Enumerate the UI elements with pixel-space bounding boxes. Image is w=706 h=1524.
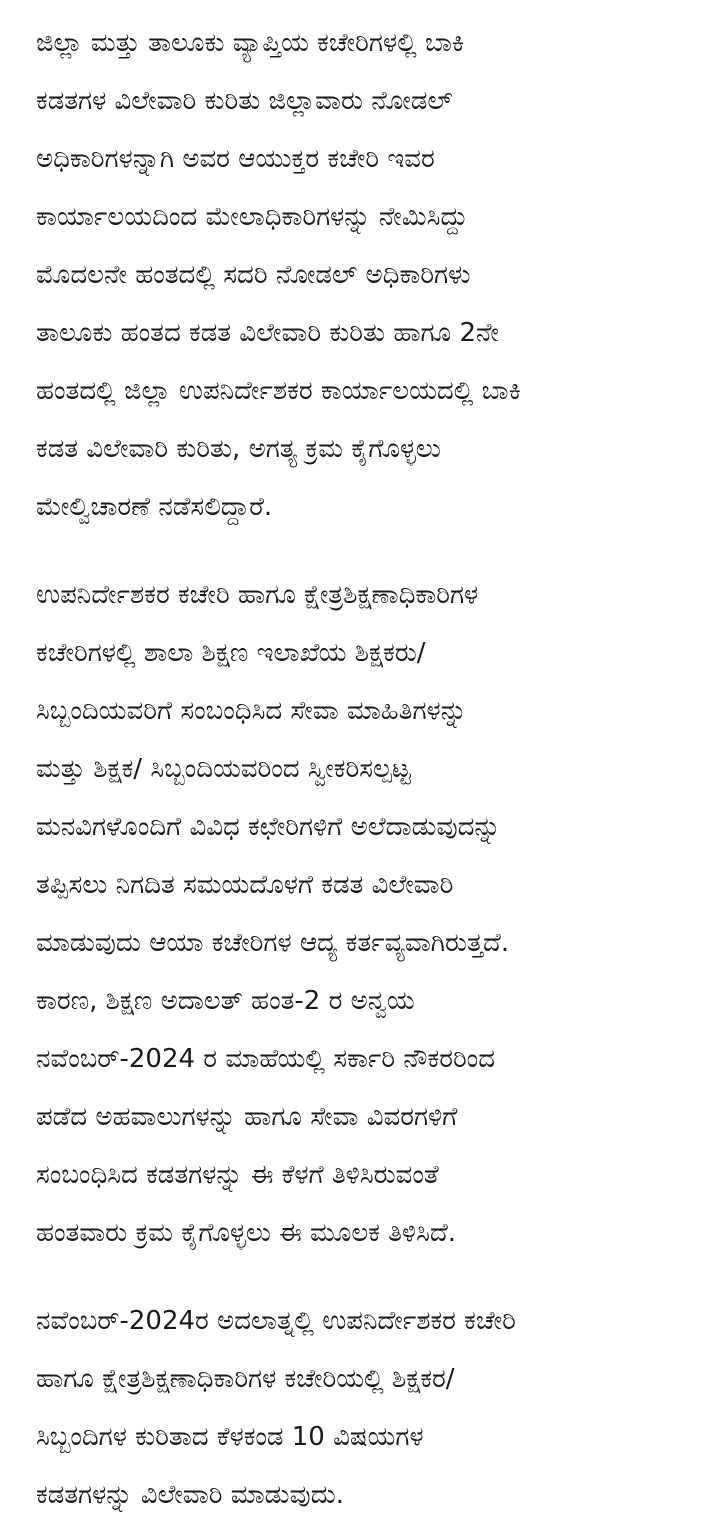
- paragraph-3: [36, 1292, 676, 1524]
- text-line: ಸಿಬ್ಬಂದಿಯವರಿಗೆ ಸಂಬಂಧಿಸಿದ ಸೇವಾ ಮಾಹಿತಿಗಳನ್ನು: [36, 696, 467, 726]
- text-line: ತಾಲೂಕು ಹಂತದ ಕಡತ ವಿಲೇವಾರಿ ಕುರಿತು ಹಾಗೂ 2ನೇ: [36, 318, 499, 348]
- text-line: ಕಡತ ವಿಲೇವಾರಿ ಕುರಿತು, ಅಗತ್ಯ ಕ್ರಮ ಕೈಗೊಳ್ಳಲು: [36, 434, 441, 464]
- text-line: ಮೇಲ್ವಿಚಾರಣೆ ನಡೆಸಲಿದ್ದಾರೆ.: [36, 492, 273, 522]
- text-line: ಜಿಲ್ಲಾ ಮತ್ತು ತಾಲೂಕು ವ್ಯಾಪ್ತಿಯ ಕಚೇರಿಗಳಲ್ಲಿ ಬಾಕಿ: [36, 28, 465, 58]
- paragraph-2: [36, 566, 676, 1262]
- text-line: ಹಂತವಾರು ಕ್ರಮ ಕೈಗೊಳ್ಳಲು ಈ ಮೂಲಕ ತಿಳಿಸಿದೆ.: [36, 1218, 457, 1248]
- text-line: ಮೊದಲನೇ ಹಂತದಲ್ಲಿ ಸದರಿ ನೋಡಲ್ ಅಧಿಕಾರಿಗಳು: [36, 260, 471, 290]
- text-line: ಪಡೆದ ಅಹವಾಲುಗಳನ್ನು ಹಾಗೂ ಸೇವಾ ವಿವರಗಳಿಗೆ: [36, 1102, 458, 1132]
- text-line: ಹಂತದಲ್ಲಿ ಜಿಲ್ಲಾ ಉಪನಿರ್ದೇಶಕರ ಕಾರ್ಯಾಲಯದಲ್ಲಿ ಬಾಕಿ: [36, 376, 521, 406]
- text-line: ತಪ್ಪಿಸಲು ನಿಗದಿತ ಸಮಯದೊಳಗೆ ಕಡತ ವಿಲೇವಾರಿ: [36, 870, 454, 900]
- text-line: ಮತ್ತು ಶಿಕ್ಷಕ/ ಸಿಬ್ಬಂದಿಯವರಿಂದ ಸ್ವೀಕರಿಸಲ್ಪಟ್ಟ: [36, 754, 411, 784]
- text-line: ಮಾಡುವುದು ಆಯಾ ಕಚೇರಿಗಳ ಆದ್ಯ ಕರ್ತವ್ಯವಾಗಿರುತ್ತದೆ.: [36, 928, 510, 958]
- document-body: [36, 14, 676, 1524]
- text-line: ಹಾಗೂ ಕ್ಷೇತ್ರಶಿಕ್ಷಣಾಧಿಕಾರಿಗಳ ಕಚೇರಿಯಲ್ಲಿ ಶಿಕ್ಷಕರ/: [36, 1364, 455, 1394]
- text-line: ಕಡತಗಳ ವಿಲೇವಾರಿ ಕುರಿತು ಜಿಲ್ಲಾವಾರು ನೋಡಲ್: [36, 86, 453, 116]
- text-line: ಕಡತಗಳನ್ನು ವಿಲೇವಾರಿ ಮಾಡುವುದು.: [36, 1480, 344, 1510]
- paragraph-1: [36, 14, 676, 536]
- text-line: ಉಪನಿರ್ದೇಶಕರ ಕಚೇರಿ ಹಾಗೂ ಕ್ಷೇತ್ರಶಿಕ್ಷಣಾಧಿಕಾರಿಗಳ: [36, 580, 479, 610]
- text-line: ಮನವಿಗಳೊಂದಿಗೆ ವಿವಿಧ ಕಛೇರಿಗಳಿಗೆ ಅಲೆದಾಡುವುದನ್ನು: [36, 812, 501, 842]
- text-line: ಸಿಬ್ಬಂದಿಗಳ ಕುರಿತಾದ ಕೆಳಕಂಡ 10 ವಿಷಯಗಳ: [36, 1422, 424, 1452]
- text-line: ನವೆಂಬರ್-2024ರ ಅದಲಾತ್ನಲ್ಲಿ ಉಪನಿರ್ದೇಶಕರ ಕಚೇರಿ: [36, 1306, 516, 1336]
- text-line: ನವೆಂಬರ್-2024 ರ ಮಾಹೆಯಲ್ಲಿ ಸರ್ಕಾರಿ ನೌಕರರಿಂದ: [36, 1044, 495, 1074]
- text-line: ಸಂಬಂಧಿಸಿದ ಕಡತಗಳನ್ನು ಈ ಕೆಳಗೆ ತಿಳಿಸಿರುವಂತೆ: [36, 1160, 439, 1190]
- text-line: ಕಾರ್ಯಾಲಯದಿಂದ ಮೇಲಾಧಿಕಾರಿಗಳನ್ನು ನೇಮಿಸಿದ್ದು: [36, 202, 468, 232]
- text-line: ಅಧಿಕಾರಿಗಳನ್ನಾಗಿ ಅವರ ಆಯುಕ್ತರ ಕಚೇರಿ ಇವರ: [36, 144, 435, 174]
- text-line: ಕಚೇರಿಗಳಲ್ಲಿ ಶಾಲಾ ಶಿಕ್ಷಣ ಇಲಾಖೆಯ ಶಿಕ್ಷಕರು/: [36, 638, 426, 668]
- text-line: ಕಾರಣ, ಶಿಕ್ಷಣ ಅದಾಲತ್ ಹಂತ-2 ರ ಅನ್ವಯ: [36, 986, 415, 1016]
